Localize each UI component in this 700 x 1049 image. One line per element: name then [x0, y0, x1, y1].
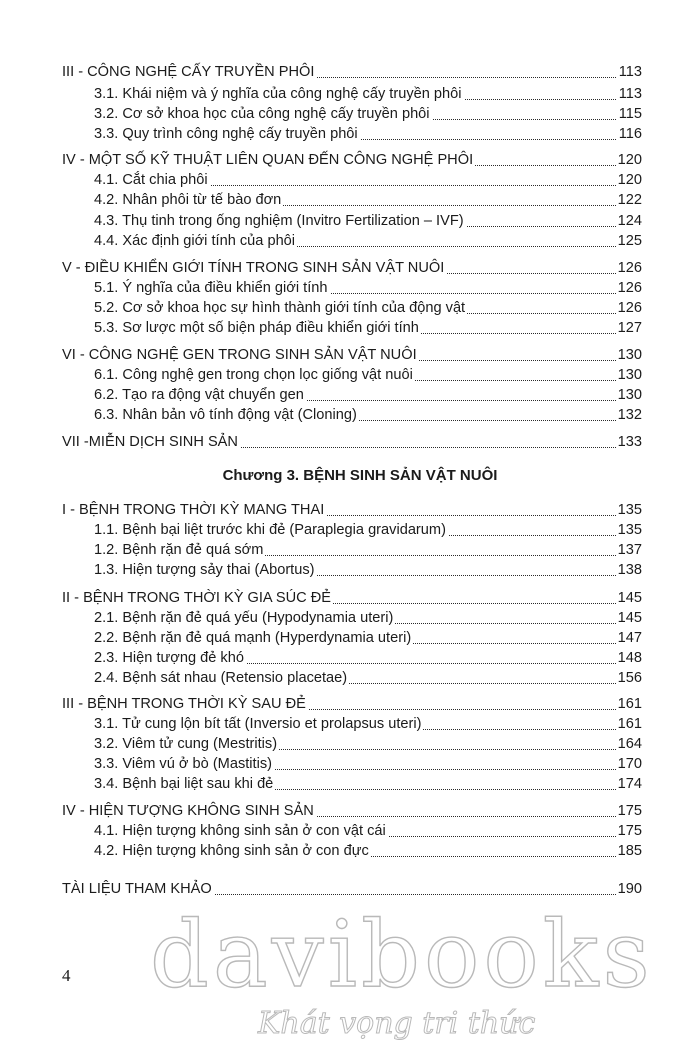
toc-entry-title: 3.3. Viêm vú ở bò (Mastitis) [94, 756, 272, 772]
toc-entry [0, 104, 700, 126]
toc-entry-title: 2.2. Bệnh rặn đẻ quá mạnh (Hyperdynamia uteri) [94, 630, 412, 646]
toc-entry-title: III - CÔNG NGHỆ CẤY TRUYỀN PHÔI [62, 64, 315, 80]
toc-entry-page: 138 [617, 562, 642, 578]
toc-entry-title: VII -MIỄN DỊCH SINH SẢN [62, 434, 238, 450]
toc-entry-page: 161 [617, 716, 642, 732]
toc-entry [0, 879, 700, 901]
toc-entry [0, 774, 700, 796]
toc-entry-title: 4.1. Hiện tượng không sinh sản ở con vật cái [94, 823, 386, 839]
toc-entry-page: 113 [618, 86, 642, 102]
toc-entry-title: 3.2. Cơ sở khoa học của công nghệ cấy truyền phôi [94, 106, 430, 122]
toc-entry [0, 190, 700, 212]
toc-entry-page: 126 [617, 300, 642, 316]
chapter-heading: Chương 3. BỆNH SINH SẢN VẬT NUÔI [222, 467, 498, 484]
toc-entry-page: 130 [617, 347, 642, 363]
toc-entry-title: TÀI LIỆU THAM KHẢO [62, 881, 212, 897]
toc-entry-page: 170 [617, 756, 642, 772]
toc-entry-page: 190 [617, 881, 642, 897]
toc-entry-page: 175 [617, 823, 642, 839]
toc-entry-title: 5.3. Sơ lược một số biện pháp điều khiển giới tính [94, 320, 419, 336]
page-number: 4 [62, 966, 71, 985]
toc-entry-title: 4.2. Nhân phôi từ tế bào đơn [94, 192, 282, 208]
toc-entry [0, 628, 700, 650]
toc-entry-page: 124 [617, 213, 642, 229]
toc-entry-page: 113 [618, 64, 642, 80]
toc-entry-title: 6.2. Tạo ra động vật chuyển gen [94, 387, 304, 403]
toc-entry [0, 694, 700, 716]
toc-entry-page: 127 [617, 320, 642, 336]
toc-entry [0, 231, 700, 253]
toc-entry [0, 821, 700, 843]
toc-entry-title: III - BỆNH TRONG THỜI KỲ SAU ĐẺ [62, 696, 306, 712]
toc-entry-page: 161 [617, 696, 642, 712]
toc-entry-page: 135 [617, 522, 642, 538]
toc-entry [0, 841, 700, 863]
toc-entry [0, 560, 700, 582]
toc-entry-title: 3.1. Khái niệm và ý nghĩa của công nghệ cấy truyền phôi [94, 86, 462, 102]
toc-entry-page: 156 [617, 670, 642, 686]
toc-entry [0, 734, 700, 756]
toc-entry [0, 170, 700, 192]
toc-entry-page: 120 [617, 152, 642, 168]
toc-entry-title: 2.3. Hiện tượng đẻ khó [94, 650, 244, 666]
toc-entry [0, 648, 700, 670]
toc-entry-title: 4.1. Cắt chia phôi [94, 172, 208, 188]
toc-entry-page: 130 [617, 367, 642, 383]
toc-entry-title: IV - MỘT SỐ KỸ THUẬT LIÊN QUAN ĐẾN CÔNG NGHỆ PHÔI [62, 152, 474, 168]
toc-entry [0, 520, 700, 542]
toc-entry-page: 145 [617, 590, 642, 606]
watermark-brand: davibooks [150, 901, 654, 1008]
toc-entry [0, 500, 700, 522]
toc-entry-page: 148 [617, 650, 642, 666]
toc-entry-title: 3.1. Tử cung lộn bít tất (Inversio et prolapsus uteri) [94, 716, 422, 732]
toc-entry [0, 801, 700, 823]
toc-entry-title: 6.1. Công nghệ gen trong chọn lọc giống vật nuôi [94, 367, 413, 383]
toc-entry [0, 318, 700, 340]
toc-entry-page: 116 [618, 126, 642, 142]
toc-entry-title: 2.4. Bệnh sát nhau (Retensio placetae) [94, 670, 348, 686]
toc-entry-page: 115 [618, 106, 642, 122]
toc-entry-page: 174 [617, 776, 642, 792]
toc-entry-page: 125 [617, 233, 642, 249]
toc-entry [0, 124, 700, 146]
toc-entry-page: 132 [617, 407, 642, 423]
toc-entry-title: 4.3. Thụ tinh trong ống nghiệm (Invitro Fertilization – IVF) [94, 213, 464, 229]
toc-entry [0, 608, 700, 630]
toc-entry [0, 278, 700, 300]
toc-entry [0, 62, 700, 84]
toc-entry-title: 3.4. Bệnh bại liệt sau khi đẻ [94, 776, 274, 792]
toc-entry-title: II - BỆNH TRONG THỜI KỲ GIA SÚC ĐẺ [62, 590, 332, 606]
toc-entry-title: 1.1. Bệnh bại liệt trước khi đẻ (Paraplegia gravidarum) [94, 522, 446, 538]
toc-entry [0, 385, 700, 407]
toc-entry-title: I - BỆNH TRONG THỜI KỲ MANG THAI [62, 502, 325, 518]
toc-entry-title: 6.3. Nhân bản vô tính động vật (Cloning) [94, 407, 357, 423]
toc-entry-page: 120 [617, 172, 642, 188]
toc-entry-page: 145 [617, 610, 642, 626]
toc-entry-page: 135 [617, 502, 642, 518]
toc-entry-title: IV - HIỆN TƯỢNG KHÔNG SINH SẢN [62, 803, 314, 819]
toc-entry-page: 133 [617, 434, 642, 450]
toc-entry-title: 2.1. Bệnh rặn đẻ quá yếu (Hypodynamia uteri) [94, 610, 394, 626]
toc-entry [0, 540, 700, 562]
toc-entry-title: 3.2. Viêm tử cung (Mestritis) [94, 736, 278, 752]
toc-entry [0, 405, 700, 427]
toc-entry-page: 147 [617, 630, 642, 646]
toc-entry-title: 3.3. Quy trình công nghệ cấy truyền phôi [94, 126, 358, 142]
toc-entry-page: 122 [617, 192, 642, 208]
toc-entry [0, 365, 700, 387]
toc-entry [0, 588, 700, 610]
toc-entry-page: 126 [617, 280, 642, 296]
toc-entry [0, 258, 700, 280]
toc-entry-title: 4.4. Xác định giới tính của phôi [94, 233, 296, 249]
toc-entry-title: VI - CÔNG NGHỆ GEN TRONG SINH SẢN VẬT NUÔI [62, 347, 417, 363]
toc-entry [0, 298, 700, 320]
toc-entry [0, 714, 700, 736]
toc-entry-title: V - ĐIỀU KHIỂN GIỚI TÍNH TRONG SINH SẢN VẬT NUÔI [62, 260, 445, 276]
toc-entry-page: 185 [617, 843, 642, 859]
toc-entry [0, 150, 700, 172]
toc-entry [0, 754, 700, 776]
toc-entry-page: 137 [617, 542, 642, 558]
toc-entry-title: 5.2. Cơ sở khoa học sự hình thành giới tính của động vật [94, 300, 466, 316]
toc-entry [0, 211, 700, 233]
toc-entry-title: 1.2. Bệnh rặn đẻ quá sớm [94, 542, 264, 558]
toc-entry-title: 4.2. Hiện tượng không sinh sản ở con đực [94, 843, 369, 859]
toc-entry-page: 175 [617, 803, 642, 819]
toc-entry-page: 164 [617, 736, 642, 752]
toc-entry-page: 126 [617, 260, 642, 276]
toc-entry [0, 432, 700, 454]
watermark-slogan: Khát vọng tri thức [258, 1006, 536, 1041]
toc-entry-title: 1.3. Hiện tượng sảy thai (Abortus) [94, 562, 315, 578]
toc-entry [0, 668, 700, 690]
toc-entry-title: 5.1. Ý nghĩa của điều khiển giới tính [94, 280, 328, 296]
toc-entry-page: 130 [617, 387, 642, 403]
toc-entry [0, 84, 700, 106]
toc-entry [0, 345, 700, 367]
